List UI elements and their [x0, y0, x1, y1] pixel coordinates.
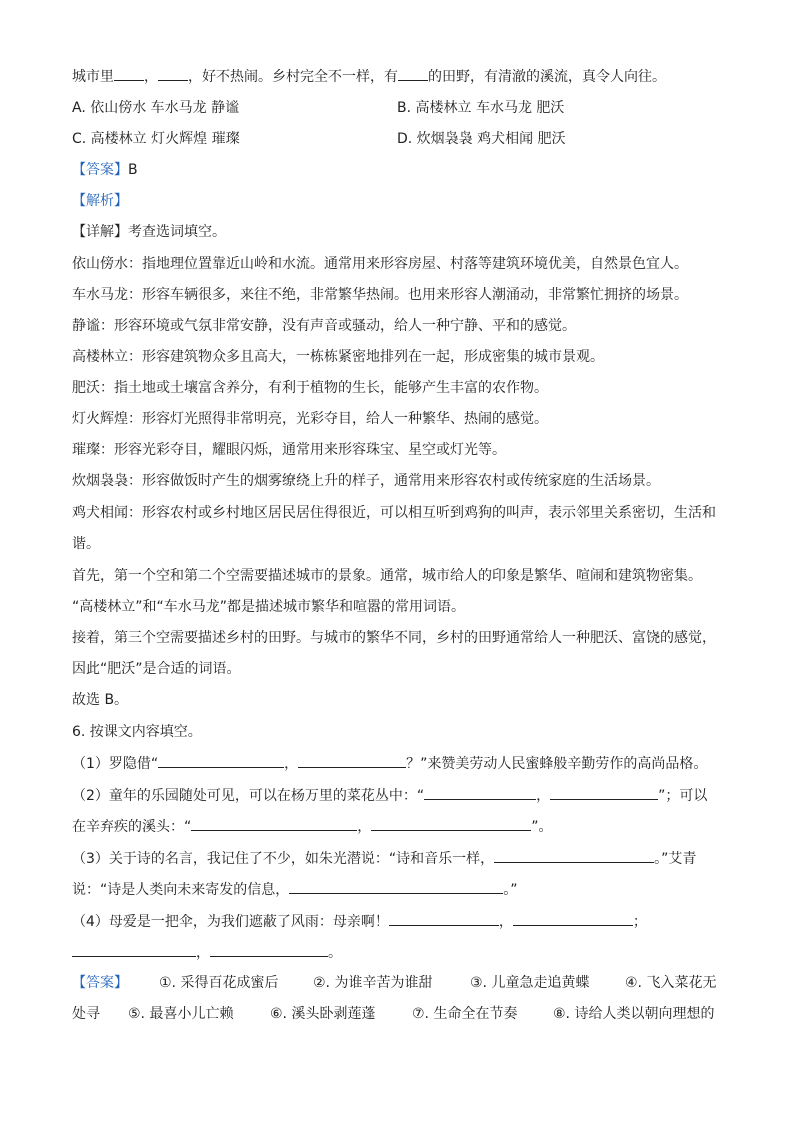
- detail-line: [72, 222, 226, 242]
- fill-blank: [424, 785, 536, 800]
- fill-blank: [72, 942, 196, 957]
- stem-text: ，好不热闹。乡村完全不一样，有: [188, 69, 398, 85]
- q6-item-3-cont: [72, 879, 518, 900]
- fill-blank: [389, 911, 499, 926]
- item-text: 说：“诗是人类向未来寄发的信息，: [72, 882, 290, 898]
- q6-item-1: [72, 753, 707, 774]
- fill-blank: [210, 942, 328, 957]
- explain-line: 肥沃：指土地或土壤富含养分，有利于植物的生长，能够产生丰富的农作物。: [72, 380, 548, 396]
- q6-item-4: [72, 911, 647, 932]
- detail-tag: 【详解】: [72, 224, 128, 240]
- explain-line: 因此“肥沃”是合适的词语。: [72, 661, 241, 677]
- answer-4-cont: 处寻: [72, 1006, 100, 1022]
- fill-blank: [550, 785, 658, 800]
- blank-2: [158, 66, 188, 81]
- explain-line: 炊烟袅袅：形容做饭时产生的烟雾缭绕上升的样子，通常用来形容农村或传统家庭的生活场景。: [72, 473, 660, 489]
- fill-blank: [371, 816, 531, 831]
- item-text: ，: [536, 788, 551, 804]
- item-text: 在辛弃疾的溪头：“: [72, 819, 192, 835]
- item-text: ，: [196, 945, 210, 961]
- q6-item-2: [72, 785, 707, 806]
- fill-blank: [298, 753, 406, 768]
- q6-answer-line: [72, 973, 128, 993]
- explain-line: 首先，第一个空和第二个空需要描述城市的景象。通常，城市给人的印象是繁华、喧闹和建筑物密集。: [72, 568, 702, 584]
- item-text: ”；可以: [658, 788, 708, 804]
- q6-title: 6. 按课文内容填空。: [72, 724, 202, 740]
- item-text: 。”艾青: [654, 851, 697, 867]
- answer-3: ③. 儿童急走追黄蝶: [470, 975, 590, 991]
- fill-blank: [158, 753, 284, 768]
- option-d: D. 炊烟袅袅 鸡犬相闻 肥沃: [397, 131, 566, 147]
- answer-6: ⑥. 溪头卧剥莲蓬: [270, 1006, 376, 1022]
- answer-1: ①. 采得百花成蜜后: [159, 975, 279, 991]
- item-text: ，: [357, 819, 372, 835]
- blank-3: [398, 66, 428, 81]
- option-a: A. 依山傍水 车水马龙 静谧: [72, 100, 240, 116]
- item-text: ？”来赞美劳动人民蜜蜂般辛勤劳作的高尚品格。: [406, 756, 708, 772]
- answer-4: ④. 飞入菜花无: [625, 975, 717, 991]
- explain-line: 谐。: [72, 536, 100, 552]
- option-b: B. 高楼林立 车水马龙 肥沃: [397, 100, 565, 116]
- answer-7: ⑦. 生命全在节奏: [412, 1006, 518, 1022]
- explain-line: 依山傍水：指地理位置靠近山岭和水流。通常用来形容房屋、村落等建筑环境优美，自然景色宜人。: [72, 256, 688, 272]
- analysis-tag: 【解析】: [72, 193, 128, 209]
- q5-stem: [72, 66, 666, 87]
- item-text: ”。: [531, 819, 553, 835]
- explain-line: 高楼林立：形容建筑物众多且高大，一栋栋紧密地排列在一起，形成密集的城市景观。: [72, 349, 604, 365]
- stem-text: 城市里: [72, 69, 114, 85]
- answer-2: ②. 为谁辛苦为谁甜: [313, 975, 433, 991]
- item-text: 。: [328, 945, 342, 961]
- explain-line: 灯火辉煌：形容灯光照得非常明亮，光彩夺目，给人一种繁华、热闹的感觉。: [72, 411, 548, 427]
- answer-5: ⑤. 最喜小儿亡赖: [128, 1006, 234, 1022]
- item-text: （1）罗隐借“: [72, 756, 159, 772]
- stem-text: 的田野，有清澈的溪流，真令人向往。: [428, 69, 666, 85]
- fill-blank: [494, 848, 654, 863]
- explain-line: “高楼林立”和“车水马龙”都是描述城市繁华和喧嚣的常用词语。: [72, 599, 466, 615]
- item-text: （3）关于诗的名言，我记住了不少，如朱光潜说：“诗和音乐一样，: [72, 851, 495, 867]
- explain-line: 静谧：形容环境或气氛非常安静，没有声音或骚动，给人一种宁静、平和的感觉。: [72, 318, 576, 334]
- item-text: ，: [498, 914, 513, 930]
- item-text: ，: [284, 756, 299, 772]
- conclusion-line: 故选 B。: [72, 692, 129, 708]
- fill-blank: [513, 911, 633, 926]
- answer-8: ⑧. 诗给人类以朝向理想的: [553, 1006, 715, 1022]
- explain-line: 车水马龙：形容车辆很多，来往不绝，非常繁华热闹。也用来形容人潮涌动，非常繁忙拥挤的场景。: [72, 287, 688, 303]
- fill-blank: [191, 816, 357, 831]
- item-text: （4）母爱是一把伞，为我们遮蔽了风雨：母亲啊！: [72, 914, 389, 930]
- explain-line: 接着，第三个空需要描述乡村的田野。与城市的繁华不同，乡村的田野通常给人一种肥沃、富饶的感觉，: [72, 630, 716, 646]
- q6-item-2-cont: [72, 816, 553, 837]
- item-text: （2）童年的乐园随处可见，可以在杨万里的菜花丛中：“: [72, 788, 425, 804]
- q6-item-4-cont: [72, 942, 342, 963]
- blank-1: [114, 66, 144, 81]
- explain-line: 璀璨：形容光彩夺目，耀眼闪烁，通常用来形容珠宝、星空或灯光等。: [72, 442, 506, 458]
- answer-tag: 【答案】: [72, 162, 128, 178]
- q6-item-3: [72, 848, 696, 869]
- q5-answer: [72, 160, 138, 180]
- stem-text: ，: [144, 69, 158, 85]
- detail-intro: 考查选词填空。: [128, 224, 226, 240]
- item-text: 。”: [503, 882, 518, 898]
- answer-value: B: [128, 162, 138, 178]
- option-c: C. 高楼林立 灯火辉煌 璀璨: [72, 131, 240, 147]
- explain-line: 鸡犬相闻：形容农村或乡村地区居民居住得很近，可以相互听到鸡狗的叫声，表示邻里关系密切，生活和: [72, 505, 716, 521]
- answer-tag: 【答案】: [72, 975, 128, 991]
- item-text: ；: [632, 914, 647, 930]
- fill-blank: [289, 879, 503, 894]
